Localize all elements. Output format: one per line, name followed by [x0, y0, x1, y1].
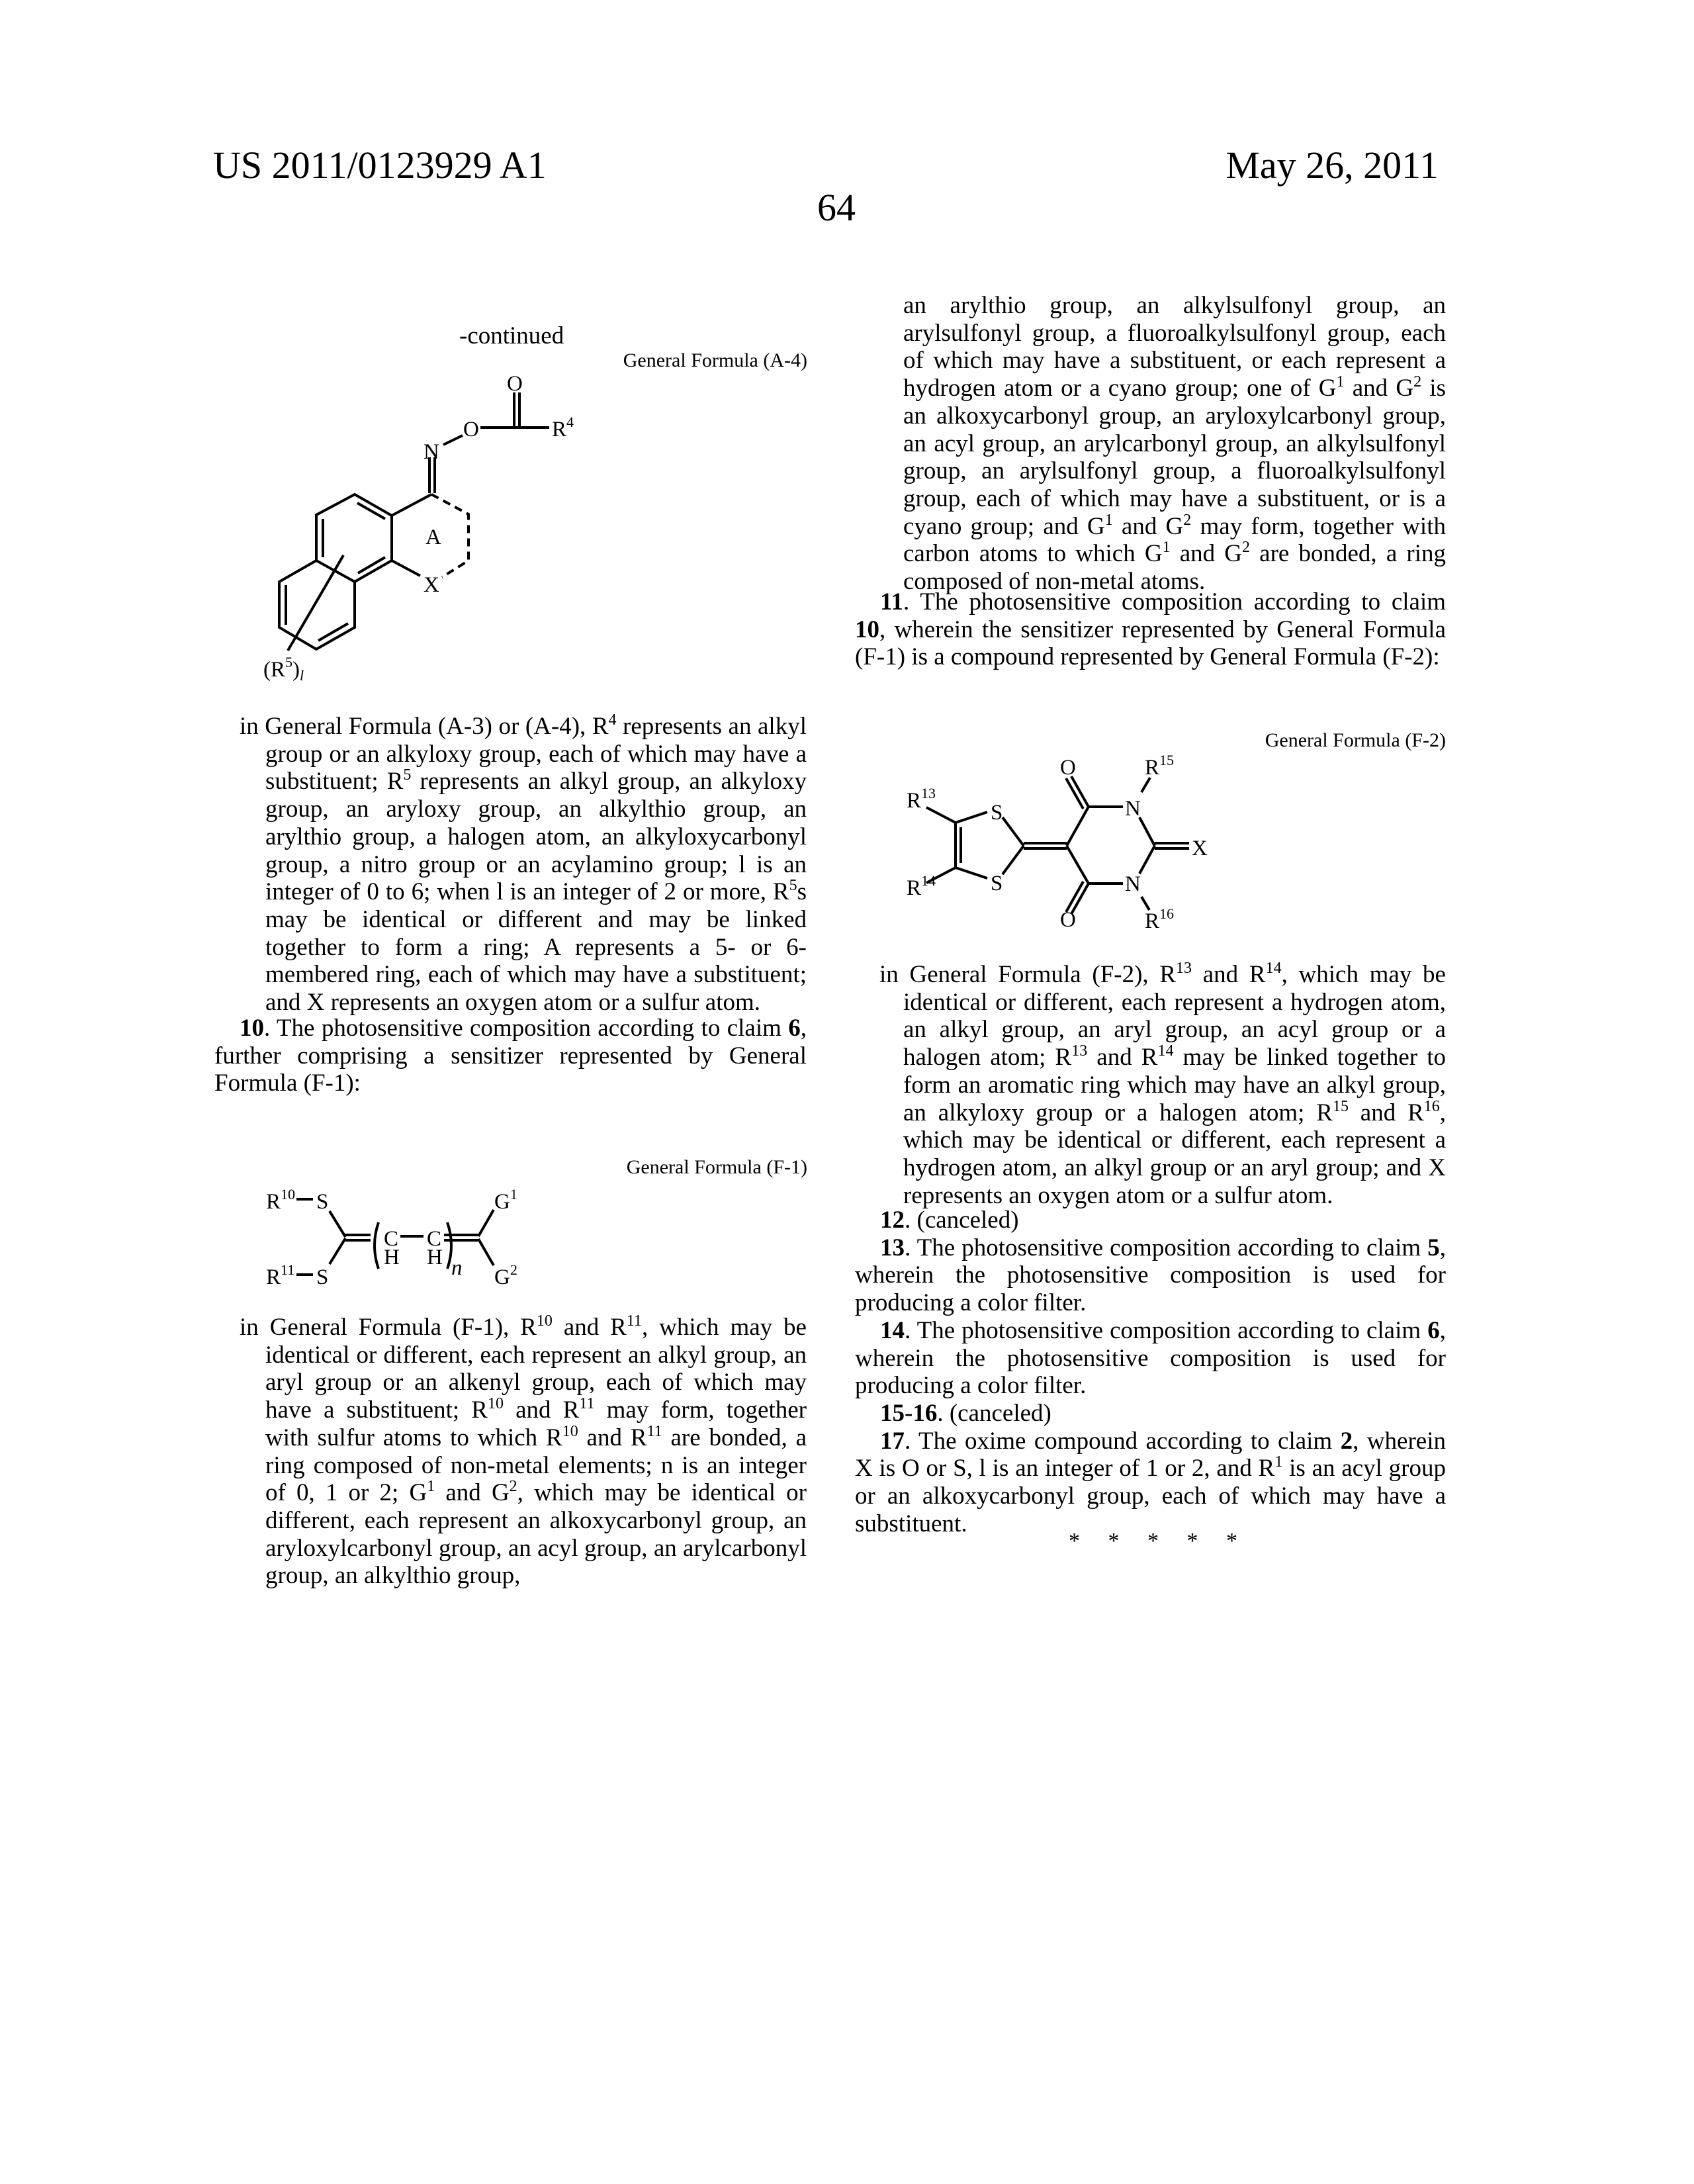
sulfur-bottom-label: S — [991, 872, 1003, 895]
formula-a4-structure — [263, 372, 574, 684]
claim-15-16 — [855, 1400, 1446, 1428]
oxygen-bottom-label: O — [1060, 908, 1076, 932]
text-run: , wherein the photosensitive composition is used for producing a color filter. — [855, 1317, 1446, 1399]
g1-label: G1 — [494, 1186, 517, 1214]
carbon-2-label: C — [427, 1227, 441, 1251]
text-run: - — [905, 1400, 913, 1427]
text-run: , wherein the sensitizer represented by General Formula (F-1) is a compound represented by General Formula (F-2): — [855, 616, 1446, 671]
paragraph-text — [903, 292, 1446, 596]
text-run: , which may be identical or different, each represent an alkyl group, an aryl group or an alkenyl group, each of which may have a substituent; R — [265, 1314, 807, 1424]
text-run: . The photosensitive composition according to claim — [905, 1317, 1427, 1344]
sulfur-bottom-label: S — [316, 1265, 328, 1289]
text-run: , which may be identical or different, each represent a hydrogen atom, an alkyl group, an aryl group, an acyl group or a halogen atom; R — [903, 961, 1446, 1071]
nitrogen-bottom-label: N — [1125, 872, 1141, 896]
text-run: is an alkoxycarbonyl group, an aryloxylcarbonyl group, an acyl group, an arylcarbonyl group, an alkylsulfonyl group, an arylsulfonyl group, a fluoroalkylsulfonyl group, each of which may have a substituent, or is a cyano group; and G — [903, 375, 1446, 540]
bold-number: 11 — [880, 588, 903, 615]
bold-number: 15 — [880, 1400, 905, 1427]
superscript: 14 — [1266, 960, 1282, 977]
text-run: . (canceled) — [937, 1400, 1051, 1427]
bold-number: 12 — [880, 1206, 905, 1234]
claim-17 — [855, 1428, 1446, 1538]
text-run: an arylthio group, an alkylsulfonyl group, an arylsulfonyl group, a fluoroalkylsulfonyl group, each of which may have a substituent, or each represent a hydrogen atom or a cyano group; one of G — [903, 292, 1446, 402]
formula-f2-caption: General Formula (F-2) — [1265, 729, 1446, 752]
paragraph-text — [855, 588, 1446, 671]
superscript: 11 — [579, 1395, 594, 1412]
x-label: X — [1192, 837, 1208, 860]
formula-f2-structure — [907, 752, 1208, 933]
bold-number: 10 — [855, 616, 879, 643]
end-asterisks: * * * * * — [1069, 1529, 1237, 1554]
text-run: . The oxime compound according to claim — [905, 1428, 1341, 1455]
text-run: may form, together with carbon atoms to which G — [903, 513, 1446, 568]
text-run: . (canceled) — [905, 1206, 1019, 1234]
r16-label: R16 — [1145, 905, 1174, 933]
text-run: are bonded, a ring composed of non-metal atoms. — [903, 540, 1446, 595]
superscript: 14 — [1157, 1042, 1173, 1060]
superscript: 2 — [1242, 539, 1250, 556]
bold-number: 16 — [913, 1400, 937, 1427]
superscript: 13 — [1176, 960, 1192, 977]
text-run: , which may be identical or different, each represent a hydrogen atom, an alkyl group or an aryl group; and X represents an oxygen atom or a sulfur atom. — [903, 1099, 1446, 1209]
claim-14 — [855, 1317, 1446, 1400]
continued-label: -continued — [459, 322, 564, 350]
paragraph-text — [240, 713, 807, 1017]
superscript: 11 — [627, 1312, 642, 1330]
x-label: X — [424, 573, 439, 597]
text-run: and R — [1087, 1044, 1157, 1071]
r13-label: R13 — [907, 785, 936, 813]
superscript: 1 — [1274, 1453, 1282, 1471]
formula-a4-caption: General Formula (A-4) — [623, 349, 807, 372]
text-run: , further comprising a sensitizer represented by General Formula (F-1): — [214, 1015, 807, 1097]
publication-date: May 26, 2011 — [1226, 144, 1439, 187]
text-run: . The photosensitive composition according to claim — [905, 1234, 1427, 1261]
claim-10 — [214, 1015, 807, 1097]
superscript: 4 — [609, 711, 617, 729]
text-run: may be linked together to form an aromatic ring which may have an alkyl group, an alkyloxy group or a halogen atom; R — [903, 1044, 1446, 1126]
superscript: 1 — [1337, 373, 1345, 390]
r4-label: R4 — [552, 414, 574, 441]
text-run: represents an alkyl group, an alkyloxy group, an aryloxy group, an alkylthio group, an arylthio group, a halogen atom, an alkyloxycarbonyl group, a nitro group or an acylamino group; l is an integer of 0 to 6; when l is an integer of 2 or more, R — [265, 768, 807, 905]
claim-12 — [855, 1206, 1446, 1234]
page-number: 64 — [817, 187, 856, 229]
text-run: and G — [1345, 375, 1414, 402]
superscript: 1 — [1163, 539, 1171, 556]
oxygen-top-label: O — [1060, 756, 1076, 780]
bold-number: 6 — [788, 1015, 801, 1042]
text-run: , wherein X is O or S, l is an integer of 1 or 2, and R — [855, 1428, 1446, 1482]
claims-12-to-17 — [855, 1206, 1446, 1537]
text-run: in General Formula (F-1), R — [240, 1314, 537, 1341]
paragraph-text — [879, 961, 1446, 1209]
superscript: 11 — [647, 1423, 662, 1440]
hydrogen-2-label: H — [427, 1246, 443, 1269]
text-run: may form, together with sulfur atoms to which R — [265, 1396, 807, 1451]
n-subscript-label: n — [451, 1256, 463, 1280]
nitrogen-label: N — [424, 440, 439, 464]
sulfur-top-label: S — [991, 801, 1003, 825]
bold-number: 2 — [1341, 1428, 1353, 1455]
r10-label: R10 — [266, 1186, 295, 1214]
text-run: is an acyl group or an alkoxycarbonyl group, each of which may have a substituent. — [855, 1455, 1446, 1537]
formula-f2-definition — [879, 961, 1446, 1209]
carbon-1-label: C — [384, 1227, 398, 1251]
superscript: 5 — [789, 877, 797, 894]
sulfur-top-label: S — [316, 1190, 328, 1214]
carbonyl-oxygen-label: O — [507, 372, 523, 396]
r5-substituent-label: (R5)l — [263, 654, 304, 684]
r11-label: R11 — [266, 1261, 294, 1289]
text-run: and R — [1192, 961, 1266, 988]
text-run: in General Formula (A-3) or (A-4), R — [240, 713, 609, 740]
bold-number: 14 — [880, 1317, 905, 1344]
superscript: 2 — [1413, 373, 1421, 390]
text-run: and R — [504, 1396, 579, 1424]
bold-number: 6 — [1427, 1317, 1440, 1344]
nitrogen-top-label: N — [1125, 797, 1141, 821]
text-run: and G — [435, 1479, 509, 1506]
superscript: 10 — [562, 1423, 578, 1440]
paragraph-text — [240, 1314, 807, 1590]
claim-10-continuation — [903, 292, 1446, 596]
superscript: 13 — [1071, 1042, 1087, 1060]
g2-label: G2 — [494, 1261, 517, 1289]
text-run: and G — [1171, 540, 1242, 567]
formula-f1-caption: General Formula (F-1) — [627, 1156, 807, 1179]
superscript: 10 — [488, 1395, 504, 1412]
r15-label: R15 — [1145, 752, 1174, 780]
patent-page — [0, 0, 1694, 2184]
bold-number: 17 — [880, 1428, 905, 1455]
text-run: and R — [578, 1424, 647, 1451]
superscript: 1 — [427, 1478, 435, 1495]
ring-a-label: A — [425, 525, 441, 549]
superscript: 1 — [1105, 512, 1113, 529]
text-run: s may be identical or different and may be linked together to form a ring; A represents a 5- or 6-membered ring, each of which may have a substituent; and X represents an oxygen atom or a sulfur atom. — [265, 878, 807, 1016]
text-run: represents an alkyl group or an alkyloxy group, each of which may have a substituent; R — [265, 713, 807, 795]
bold-number: 13 — [880, 1234, 905, 1261]
superscript: 5 — [403, 766, 411, 784]
text-run: and R — [1349, 1099, 1424, 1126]
formula-a-definition — [240, 713, 807, 1017]
superscript: 2 — [510, 1478, 517, 1495]
r14-label: R14 — [907, 872, 936, 900]
text-run: and G — [1113, 513, 1184, 540]
superscript: 15 — [1333, 1098, 1349, 1115]
claim-11 — [855, 588, 1446, 671]
ester-oxygen-label: O — [463, 418, 479, 441]
superscript: 2 — [1183, 512, 1191, 529]
patent-number: US 2011/0123929 A1 — [213, 144, 547, 187]
text-run: . The photosensitive composition according to claim — [264, 1015, 788, 1042]
text-run: , wherein the photosensitive composition is used for producing a color filter. — [855, 1234, 1446, 1316]
claim-13 — [855, 1234, 1446, 1317]
text-run: , which may be identical or different, each represent an alkoxycarbonyl group, an aryloxylcarbonyl group, an acyl group, an arylcarbonyl group, an alkylthio group, — [265, 1479, 807, 1589]
formula-f1-definition — [240, 1314, 807, 1590]
text-run: in General Formula (F-2), R — [879, 961, 1176, 988]
text-run: . The photosensitive composition according to claim — [903, 588, 1446, 615]
paragraph-text — [214, 1015, 807, 1097]
superscript: 16 — [1424, 1098, 1440, 1115]
hydrogen-1-label: H — [384, 1246, 400, 1269]
formula-f1-structure — [266, 1186, 517, 1289]
bold-number: 5 — [1427, 1234, 1440, 1261]
superscript: 10 — [537, 1312, 553, 1330]
text-run: and R — [553, 1314, 627, 1341]
text-run: are bonded, a ring composed of non-metal elements; n is an integer of 0, 1 or 2; G — [265, 1424, 807, 1506]
bold-number: 10 — [240, 1015, 264, 1042]
